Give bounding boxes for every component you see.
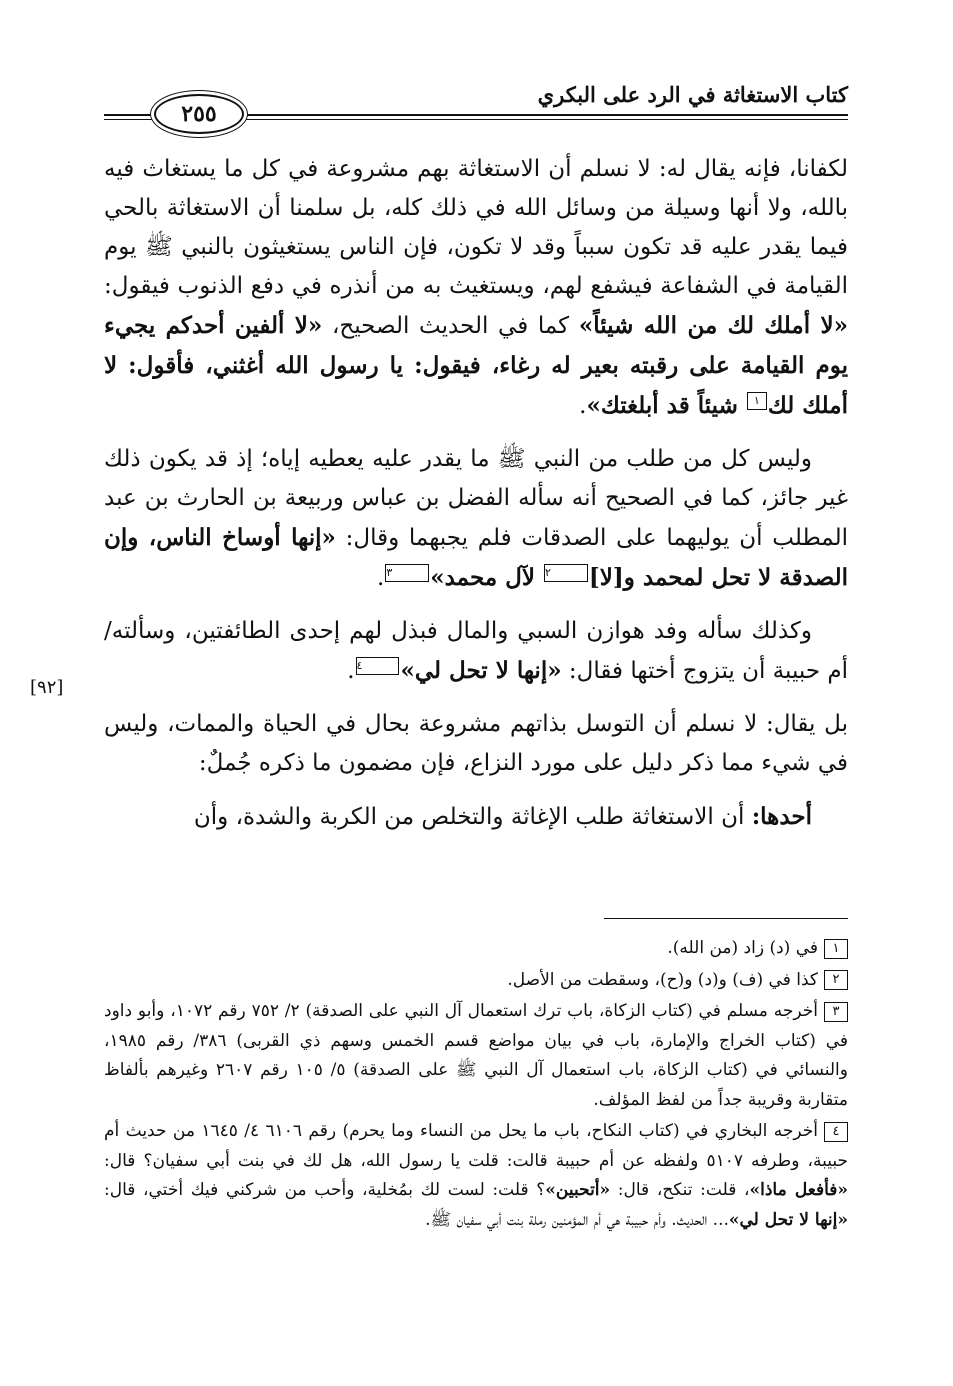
text-run: . [579,393,587,419]
hadith-quote: «لا أملك لك من الله شيئاً» [578,312,848,339]
text-run: بل يقال: لا نسلم أن التوسل بذاتهم مشروعة بحال في الحياة والممات، وليس في شيء مما ذكر دليل على مورد النزاع، فإن مضمون ما ذكره جُملٌ: [104,711,848,776]
text-run: كما في الحديث الصحيح، [322,313,579,339]
text-run: . [347,658,355,684]
paragraph-5 [104,797,848,837]
footnote-text: ؟ قلت: لست لك بمُخلية، وأحب من شركني فيك أختي، قال: [104,1180,546,1200]
footnote-number: ٢ [824,970,848,990]
footnote-2 [104,966,848,996]
footnote-text: أخرجه البخاري في (كتاب النكاح، باب ما يحل من النساء وما يحرم) رقم ٦١٠٦ ٤/ ١٦٤٥ من حديث أم حبيبة، وطرفه ٥١٠٧ ولفظه عن أم حبيبة قالت: قلت يا رسول الله، هل لك في بنت أبي سفيان؟ قال: [104,1121,848,1171]
footnote-number: ١ [824,939,848,959]
hadith-quote: لآل محمد» [430,564,543,591]
text-run: وكذلك سأله وفد هوازن السبي والمال فبذل لهم إحدى الطائفتين، وسألته/ أم حبيبة أن يتزوج أختها فقال: [104,618,848,684]
point-heading: أحدها: [751,803,812,830]
hadith-quote: «لا ألفين أحدكم يجيء يوم القيامة على رقبته بعير له رغاء، فيقول: يا رسول الله أغثني، فأقول: لا أملك لك [104,312,848,419]
footnote-text: ... الحديث. وأم حبيبة هي أم المؤمنين رملة بنت أبي سفيان ﷺ. [425,1209,729,1230]
hadith-quote: «إنها لا تحل لي» [400,657,562,684]
text-run: أن الاستغاثة طلب الإغاثة والتخلص من الكربة والشدة، وأن [193,804,752,830]
footnote-number: ٤ [824,1122,848,1142]
footnote-text: كذا في (ف) و(د) و(ح)، وسقطت من الأصل. [507,969,818,990]
footnote-marker[interactable]: ٢ [544,564,588,582]
hadith-quote: شيئاً قد أبلغتك» [586,392,746,419]
footnote-text: ، قلت: تنكح، قال: [610,1180,750,1200]
footnote-separator [604,918,848,919]
footnotes [104,934,848,1237]
manuscript-page-ref: [٩٢] [30,677,64,698]
text-run: . [377,565,385,591]
footnote-text: أخرجه مسلم في (كتاب الزكاة، باب ترك استعمال آل النبي على الصدقة) ٢/ ٧٥٢ رقم ١٠٧٢، وأبو داود في (كتاب الخراج والإمارة، باب في بيان مواضع قسم الخمس وسهم ذي القربى) ٣٨٦/ رقم ١٩٨٥، والنسائي في (كتاب الزكاة، باب استعمال آل النبي ﷺ على الصدقة) ٥/ ١٠٥ رقم ٢٦٠٧ وغيرهم بألفاظ متقاربة وقريبة جداً من لفظ المؤلف. [104,1001,849,1110]
page-header [104,78,848,134]
hadith-quote: «أتحبين» [545,1180,611,1200]
paragraph-2 [104,440,848,598]
main-text [104,150,848,851]
footnote-number: ٣ [824,1002,848,1022]
book-title: كتاب الاستغاثة في الرد على البكري [537,82,848,107]
footnote-text: في (د) زاد (من الله). [667,938,818,958]
page-number: ٢٥٥ [154,94,244,134]
hadith-quote: «إنها أوساخ الناس، وإن الصدقة لا تحل لمحمد و[لا] [104,524,848,591]
footnote-4 [104,1117,848,1235]
paragraph-1 [104,150,848,426]
footnote-marker[interactable]: ٣ [385,564,429,582]
hadith-quote: «إنها لا تحل لي» [728,1209,848,1230]
text-run: وليس كل من طلب من النبي ﷺ ما يقدر عليه يعطيه إياه؛ إذ قد يكون ذلك غير جائز، كما في الصحيح أنه سأله الفضل بن عباس وربيعة بن الحارث بن عبد المطلب أن يوليهما على الصدقات فلم يجبهما وقال: [104,446,849,551]
footnote-1 [104,934,848,964]
hadith-quote: «فأفعل ماذا» [749,1180,848,1200]
paragraph-4 [104,705,848,783]
paragraph-3 [104,612,848,691]
footnote-marker[interactable]: ٤ [356,657,400,675]
text-run: لكفانا، فإنه يقال له: لا نسلم أن الاستغاثة بهم مشروعة في كل ما يستغاث فيه بالله، ولا أنها وسيلة من وسائل الله في ذلك كله، بل سلمنا أن الاستغاثة بالحي فيما يقدر عليه قد تكون سبباً وقد لا تكون، فإن الناس يستغيثون بالنبي ﷺ يوم القيامة في الشفاعة فيشفع لهم، ويستغيث به من أنذره في دفع الذنوب فيقول: [104,156,848,299]
footnote-3 [104,997,848,1115]
footnote-marker[interactable]: ١ [747,392,767,410]
